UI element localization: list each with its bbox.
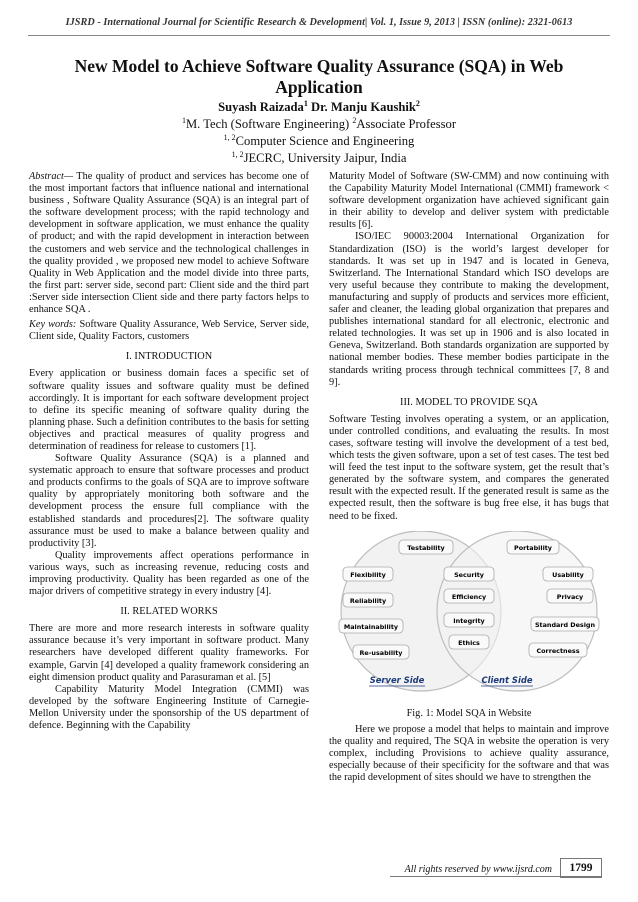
aff2-sup: 1, 2 [223, 132, 236, 142]
client-side-label: Client Side [481, 674, 533, 685]
aff3-text: JECRC, University Jaipur, India [243, 151, 407, 165]
aff1-sup-2: 2 [352, 115, 357, 125]
svg-text:Privacy: Privacy [556, 592, 584, 601]
intro-paragraph-2: Software Quality Assurance (SQA) is a planned and systematic approach to ensure that software processes and product and products confirms to the goals of SQA are to improve software quality by appropriately monitoring both software and the development process the ensure full compliance with the established standards and procedures[2]. The software quality assurance must be used to make a balance between quality and productivity [3]. [29, 453, 309, 549]
svg-text:Integrity: Integrity [453, 616, 485, 625]
affiliation-2 [0, 134, 638, 149]
svg-text:Testability: Testability [407, 543, 445, 552]
factor-security [444, 567, 494, 581]
svg-text:Flexibility: Flexibility [350, 570, 386, 579]
factor-portability [507, 540, 559, 554]
factor-maintainability [339, 619, 403, 633]
aff1-text-1: M. Tech (Software Engineering) [185, 117, 353, 131]
author-1-sup: 1 [303, 98, 308, 108]
figure-1 [329, 531, 609, 705]
section-heading-model: III. MODEL TO PROVIDE SQA [400, 396, 538, 408]
section-heading-related-works: II. RELATED WORKS [120, 606, 218, 618]
related-paragraph-1: There are more and more research interests in software quality assurance because it’s very important in software product. Many researchers have developed different quality frameworks. For example, Garvin [4] developed a quality framework considering an eight dimension product quality and Parasuraman et al. [5] [29, 623, 309, 683]
factor-usability [543, 567, 593, 581]
right-column [329, 171, 609, 784]
author-2-sup: 2 [415, 98, 420, 108]
svg-text:Maintainability: Maintainability [343, 622, 399, 631]
affiliation-1 [0, 117, 638, 132]
abstract-text: The quality of product and services has become one of the most important factors that influence national and international business , Software Quality Assurance (SQA) is an integral part of the software development process; with the rapid technology and development in software application, we must enhance the quality of product; and with the rapid development in interaction between the customers and web service and the technological challenges in the quality provided , we proposed new model to achieve Software Quality in Web Application and the model divide into three parts, the first part: server side, second part: Client side and the third part :Server side intersection Client side and there party factors helps to enhance SQA . [29, 171, 309, 316]
svg-text:Reliability: Reliability [349, 596, 387, 605]
intro-paragraph-3: Quality improvements affect operations performance in various ways, such as increasing revenue, reducing costs and improving productivity. Quality has been regarded as one of the major drivers of competitive strategy in every industry [4]. [29, 549, 309, 598]
left-column [29, 171, 309, 732]
svg-text:Portability: Portability [514, 543, 552, 552]
abstract [29, 171, 309, 316]
factor-integrity [444, 613, 494, 627]
svg-text:Standard Design: Standard Design [534, 620, 596, 629]
author-2: Dr. Manju Kaushik [307, 100, 416, 114]
venn-diagram [329, 531, 609, 701]
svg-text:Security: Security [454, 570, 484, 579]
keywords-text: Software Quality Assurance, Web Service, Server side, Client side, Quality Factors, customers [29, 319, 309, 343]
aff1-sup-1: 1 [181, 115, 186, 125]
factor-efficiency [444, 589, 494, 603]
related-paragraph-2: Capability Maturity Model Integration (CMMI) was developed by the software Engineering Institute of Carnegie- Mellon University under the sponsorship of the US department of defence. Beginning with the Capability [29, 683, 309, 732]
authors-line [0, 100, 638, 115]
factor-ethics [449, 635, 489, 649]
model-paragraph-1: Software Testing involves operating a system, or an application, under controlled conditions, and evaluating the results. In most cases, software testing will involve the development of a test bed, which tests the given software, upon a set of test cases. The test bed will feed the test input to the software system, get the result that’s generated by the software system, and compares the generated result with the expected result. If the generated result is same as the expected result, then the software is bug free else, it has bugs that need to be fixed. [329, 413, 609, 522]
server-side-label: Server Side [369, 674, 425, 685]
factor-testability [399, 540, 453, 554]
factor-privacy [547, 589, 593, 603]
svg-text:Correctness: Correctness [536, 646, 580, 655]
aff1-text-2: Associate Professor [356, 117, 457, 131]
svg-text:Usability: Usability [552, 570, 584, 579]
aff2-text: Computer Science and Engineering [235, 134, 415, 148]
right-paragraph-2: ISO/IEC 90003:2004 International Organization for Standardization (ISO) is the world’s largest developer for standards. It was set up in 1947 and is located in Geneva, Switzerland. The International Standard which ISO develops are very useful because they contribute to making the development, manufacturing and supply of products and services more efficient, safer and cleaner, the leading global organization that prepares and publishes international standard for all electronic, electronic and related technologies. It was set up in 1906 and is also located in Geneva, Switzerland. Both standards organization are supported by national member bodies. These member bodies participate in the standards writing process through technical committees [7, 8 and 9]. [329, 231, 609, 388]
aff3-sup: 1, 2 [231, 149, 244, 159]
journal-header: IJSRD - International Journal for Scientific Research & Development| Vol. 1, Issue 9, 2013 | ISSN (online): 2321-0613 [65, 17, 573, 28]
factor-flexibility [343, 567, 393, 581]
model-paragraph-2: Here we propose a model that helps to maintain and improve the quality and required, The SQA in website the operation is very complex, including Provisions to achieve quality assurance, especially because of their specificity for the software and that was the rapid development of sites should we have to strengthen the [329, 723, 609, 784]
footer-rights: All rights reserved by www.ijsrd.com [404, 864, 552, 875]
header-rule [28, 35, 610, 36]
right-paragraph-1: Maturity Model of Software (SW-CMM) and now continuing with the Capability Maturity Model International (CMMI) framework < software development organization have achieved significant gain in their ability to develop and deliver system with predictable results [6]. [329, 171, 609, 231]
factor-standard-design [531, 617, 599, 631]
factor-reliability [343, 593, 393, 607]
page-number: 1799 [560, 858, 602, 878]
intro-paragraph-1: Every application or business domain faces a specific set of software quality issues and software quality must be defined accordingly. It is important for each software development project to define its specific meaning of software quality during the planning phase. Such a definition contributes to the basis for setting objectives and practical measures of quality progress and determination of readiness for release to customers [1]. [29, 368, 309, 452]
author-1: Suyash Raizada [218, 100, 304, 114]
abstract-label: Abstract— [29, 171, 74, 182]
section-heading-introduction: I. INTRODUCTION [125, 351, 213, 363]
factor-reusability [353, 645, 409, 659]
svg-text:Re-usability: Re-usability [359, 648, 403, 657]
svg-text:Ethics: Ethics [458, 638, 480, 647]
keywords-label: Key words: [29, 319, 77, 331]
client-circle [437, 531, 597, 691]
svg-text:Efficiency: Efficiency [451, 592, 487, 601]
figure-caption: Fig. 1: Model SQA in Website [406, 707, 532, 719]
affiliation-3 [0, 151, 638, 166]
paper-title: New Model to Achieve Software Quality Assurance (SQA) in Web Application [74, 56, 564, 97]
factor-correctness [529, 643, 587, 657]
keywords [29, 319, 309, 343]
